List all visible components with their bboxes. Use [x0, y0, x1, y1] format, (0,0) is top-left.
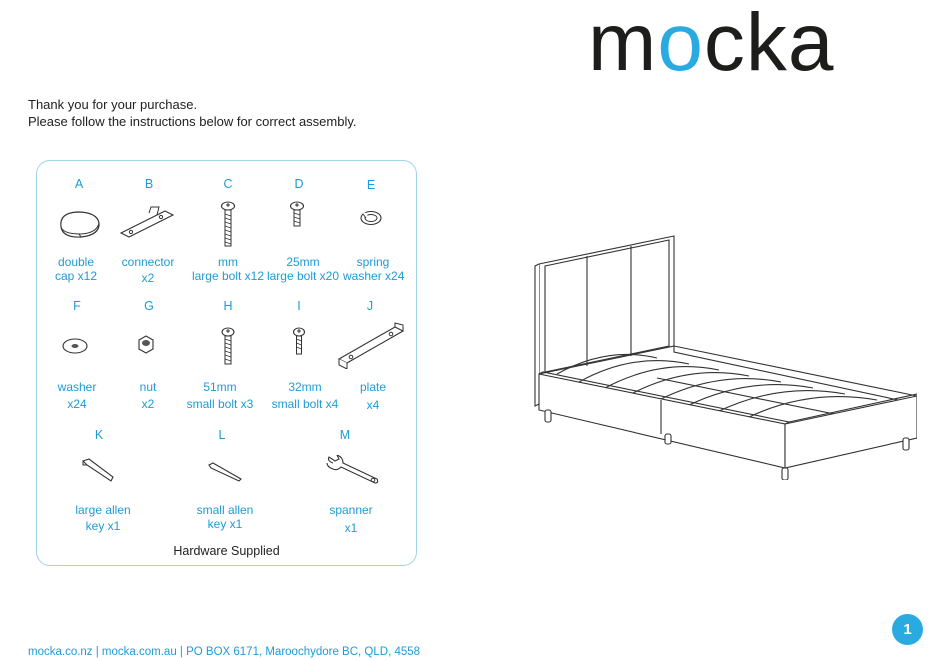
double-cap-icon — [57, 207, 101, 241]
part-letter: F — [73, 299, 81, 313]
spring-washer-icon — [359, 209, 383, 227]
page-number-badge: 1 — [892, 614, 923, 645]
part-letter: E — [366, 178, 376, 192]
connector-icon — [119, 205, 175, 239]
plate-icon — [337, 321, 407, 369]
part-label: large allen key x1 — [75, 503, 131, 533]
part-letter: H — [223, 299, 233, 313]
washer-icon — [61, 337, 89, 355]
large-allen-key-icon — [81, 457, 115, 483]
part-label: 25mm large bolt x20 — [266, 255, 340, 283]
part-label: double cap x12 — [54, 255, 98, 283]
footer-contact: mocka.co.nz | mocka.com.au | PO BOX 6171, Maroochydore BC, QLD, 4558 — [28, 646, 421, 658]
part-label: mm large bolt x12 — [191, 255, 265, 283]
part-letter: I — [297, 299, 301, 313]
part-label: nut x2 — [139, 380, 157, 411]
intro-line-2: Please follow the instructions below for correct assembly. — [28, 114, 357, 129]
small-bolt-i-icon — [292, 327, 306, 357]
part-letter: K — [94, 428, 104, 442]
part-label: 51mm small bolt x3 — [186, 380, 254, 411]
hardware-panel — [36, 160, 417, 566]
nut-icon — [135, 334, 157, 356]
small-bolt-h-icon — [220, 327, 236, 367]
mocka-logo: mocka — [588, 0, 835, 88]
part-label: washer x24 — [57, 380, 97, 411]
part-letter: G — [144, 299, 154, 313]
part-label: spring washer x24 — [343, 255, 405, 283]
part-letter: M — [339, 428, 351, 442]
intro-line-1: Thank you for your purchase. — [28, 97, 198, 112]
part-label: small allen key x1 — [196, 503, 254, 531]
part-label: connector x2 — [121, 255, 175, 285]
part-letter: D — [294, 177, 304, 191]
part-letter: L — [218, 428, 226, 442]
part-label: plate x4 — [359, 380, 387, 412]
spanner-icon — [325, 455, 381, 487]
part-letter: C — [223, 177, 233, 191]
intro-text — [28, 96, 357, 130]
part-letter: B — [144, 177, 154, 191]
small-allen-key-icon — [207, 459, 243, 483]
part-label: 32mm small bolt x4 — [271, 380, 339, 411]
part-label: spanner x1 — [329, 503, 373, 535]
part-letter: A — [74, 177, 84, 191]
bed-frame-illustration — [527, 228, 917, 480]
large-bolt-d-icon — [289, 201, 305, 229]
hardware-supplied-title: Hardware Supplied — [173, 544, 280, 558]
large-bolt-c-icon — [220, 201, 236, 249]
part-letter: J — [366, 299, 374, 313]
